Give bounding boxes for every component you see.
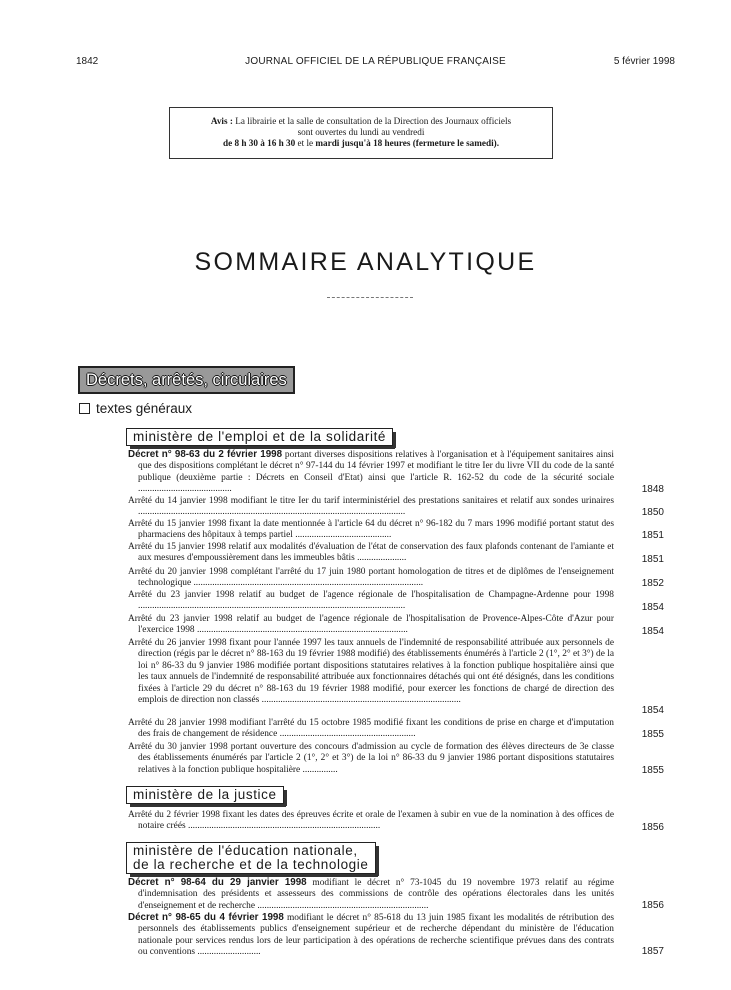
- ministry-education-line-2: de la recherche et de la technologie: [133, 857, 369, 872]
- subsection-heading: [79, 401, 192, 416]
- entry-text: portant diverses dispositions relatives à l'organisation et à l'équipement sanitaires ainsi que des dispositions complétant le décret n° 97-144 du 14 février 1997 et modifiant le titre Ier du livre VII du code de la santé publique (deuxième partie : Décrets en Conseil d'Etat) ainsi que l'article R. 162-52 du code de la sécurité sociale ........................................: [138, 450, 615, 495]
- ministry-heading-education: [126, 842, 376, 874]
- journal-title: JOURNAL OFFICIEL DE LA RÉPUBLIQUE FRANÇAISE: [245, 56, 506, 67]
- entry-text: modifiant le décret n° 73-1045 du 19 novembre 1973 relatif au régime d'indemnisation des présidents et assesseurs des commissions de contrôle des opérations électorales dans les unités d'enseignement et de recherche .........................................................................: [138, 878, 614, 911]
- entry-page: 1855: [641, 729, 664, 740]
- entry-bold: Décret n° 98-65 du 4 février 1998: [128, 912, 284, 923]
- section-heading: Décrets, arrêtés, circulaires: [78, 366, 295, 394]
- title-divider: [327, 297, 413, 299]
- ministry-education-line-1: ministère de l'éducation nationale,: [133, 843, 358, 858]
- entry-11: [128, 877, 614, 912]
- notice-box: [169, 107, 553, 159]
- entry-text: Arrêté du 14 janvier 1998 modifiant le titre Ier du tarif interministériel des prestations sanitaires et relatif aux sondes urinaires ..................................................................................................................: [128, 496, 614, 518]
- notice-saturday: mardi jusqu'à 18 heures (fermeture le samedi).: [315, 138, 500, 148]
- subsection-label: textes généraux: [96, 401, 193, 416]
- notice-line-1: La librairie et la salle de consultation de la Direction des Journaux officiels: [232, 116, 512, 126]
- entry-text: Arrêté du 26 janvier 1998 fixant pour l'année 1997 les taux annuels de l'indemnité de responsabilité attribuée aux personnels de direction (régis par le décret n° 88-163 du 19 février 1988 modifié) des établissements énumérés à l'article 2 (1°, 2° et 3°) de la loi n° 86-33 du 9 janvier 1986 modifiée portant dispositions statutaires relatives à la fonction publique hospitalière ainsi que les taux annuels de l'indemnité de responsabilité attribuée aux fonctionnaires détachés qui ont été désignés, dans les conditions fixées à l'article 29 du décret n° 88-163 du 19 février 1988 modifié, pour exercer les fonctions de chargé de direction des emplois de direction non classés .....................................................................................: [128, 638, 614, 706]
- entry-page: 1851: [641, 554, 664, 565]
- entry-8: [128, 718, 614, 741]
- entry-text: Arrêté du 23 janvier 1998 relatif au budget de l'agence régionale de l'hospitalisation de Provence-Alpes-Côte d'Azur pour l'exercice 1998 ..........................................................................................: [128, 614, 614, 636]
- entry-0: [128, 449, 614, 496]
- entry-page: 1854: [641, 602, 664, 613]
- page-title: SOMMAIRE ANALYTIQUE: [194, 248, 537, 276]
- entry-text: modifiant le décret n° 85-618 du 13 juin 1985 fixant les modalités de rétribution des personnels des établissements publics d'enseignement supérieur et de recherche dépendant du ministère de l'éducation nationale pour services rendus lors de leur participation à des opérations de recherche scientifique prévues dans des contrats ou conventions ...........................: [138, 913, 614, 958]
- entry-10: [128, 810, 614, 833]
- entry-page: 1850: [641, 507, 664, 518]
- checkbox-icon: [79, 403, 90, 414]
- entry-text: Arrêté du 20 janvier 1998 complétant l'arrêté du 17 juin 1980 portant homologation de titres et de diplômes de l'enseignement technologique ..................................................................................................: [128, 567, 614, 589]
- running-header: [76, 56, 675, 70]
- entry-3: [128, 542, 614, 565]
- entry-12: [128, 912, 614, 959]
- notice-label: Avis :: [210, 116, 233, 126]
- entry-6: [128, 614, 614, 637]
- ministry-heading-justice: ministère de la justice: [126, 786, 284, 804]
- page-number: 1842: [76, 56, 99, 67]
- ministry-heading-emploi: ministère de l'emploi et de la solidarité: [126, 428, 393, 446]
- entry-page: 1855: [641, 765, 664, 776]
- entry-page: 1851: [641, 530, 664, 541]
- entry-1: [128, 496, 614, 519]
- entry-text: Arrêté du 23 janvier 1998 relatif au budget de l'agence régionale de l'hospitalisation de Champagne-Ardenne pour 1998 ..................................................................................................................: [128, 590, 614, 612]
- entry-5: [128, 590, 614, 613]
- entry-text: Arrêté du 15 janvier 1998 relatif aux modalités d'évaluation de l'état de conservation des faux plafonds contenant de l'amiante et aux mesures d'empoussièrement dans les immeubles bâtis .....................: [128, 542, 614, 564]
- entry-bold: Décret n° 98-63 du 2 février 1998: [128, 449, 283, 460]
- entry-bold: Décret n° 98-64 du 29 janvier 1998: [128, 877, 307, 888]
- notice-line-2: sont ouvertes du lundi au vendredi: [297, 127, 425, 137]
- notice-connector: et le: [295, 138, 316, 148]
- entry-text: Arrêté du 30 janvier 1998 portant ouverture des concours d'admission au cycle de formation des élèves directeurs de 3e classe des établissements énumérés par l'article 2 (1°, 2° et 3°) de la loi n° 86-33 du 9 janvier 1986 portant dispositions statutaires relatives à la fonction publique hospitalière ...............: [128, 742, 614, 775]
- entry-page: 1856: [641, 822, 664, 833]
- entry-text: Arrêté du 15 janvier 1998 fixant la date mentionnée à l'article 64 du décret n° 96-182 du 7 mars 1996 modifié portant statut des pharmaciens des hôpitaux à temps partiel .........................................: [128, 519, 614, 541]
- notice-hours: de 8 h 30 à 16 h 30: [222, 138, 296, 148]
- entry-text: Arrêté du 28 janvier 1998 modifiant l'arrêté du 15 octobre 1985 modifié fixant les conditions de prise en charge et d'imputation des frais de changement de résidence ..........................................................: [128, 718, 614, 740]
- entry-page: 1854: [641, 626, 664, 637]
- entry-4: [128, 567, 614, 590]
- issue-date: 5 février 1998: [613, 56, 675, 67]
- entry-2: [128, 519, 614, 542]
- entry-page: 1856: [641, 900, 664, 911]
- entry-7: [128, 638, 614, 706]
- entry-page: 1848: [641, 484, 664, 495]
- entry-page: 1854: [641, 705, 664, 716]
- entry-page: 1852: [641, 578, 664, 589]
- entry-page: 1857: [641, 946, 664, 957]
- entry-9: [128, 742, 614, 776]
- entry-text: Arrêté du 2 février 1998 fixant les dates des épreuves écrite et orale de l'examen à subir en vue de la nomination à des offices de notaire créés ..................................................................................: [128, 810, 614, 832]
